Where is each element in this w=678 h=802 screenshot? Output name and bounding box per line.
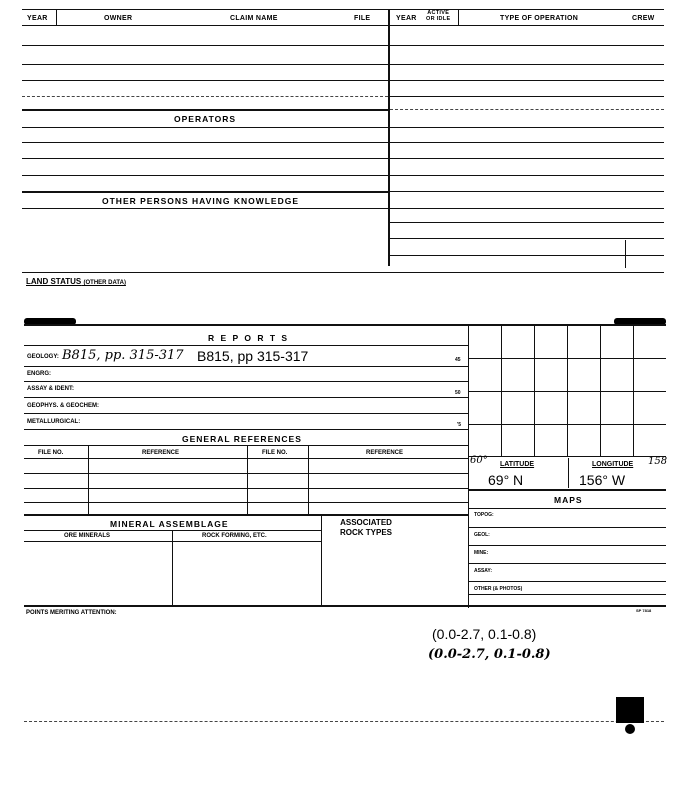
row-rule <box>469 594 666 595</box>
header-year-2: YEAR <box>396 15 417 22</box>
row-rule <box>469 527 666 528</box>
row-rule <box>469 563 666 564</box>
row-rule <box>22 175 388 176</box>
row-rule <box>22 96 388 97</box>
col-reference: REFERENCE <box>142 450 180 456</box>
engrg-label: ENGRG: <box>27 371 51 377</box>
reports-title: R E P O R T S <box>208 333 290 343</box>
row-rule <box>390 80 664 81</box>
other-persons-label: OTHER PERSONS HAVING KNOWLEDGE <box>102 196 300 206</box>
row-rule <box>390 191 664 192</box>
col-divider <box>458 10 459 26</box>
general-references-title: GENERAL REFERENCES <box>182 434 302 444</box>
geology-handwritten: B815, pp. 315-317 <box>62 348 184 363</box>
maps-other: OTHER (& PHOTOS) <box>474 586 523 592</box>
row-rule <box>24 458 468 459</box>
metallurgical-label: METALLURGICAL: <box>27 419 81 425</box>
row-rule <box>390 109 664 110</box>
row-rule <box>24 473 468 474</box>
maps-geol: GEOL: <box>474 532 490 538</box>
maps-title: MAPS <box>554 495 583 505</box>
col-divider <box>568 458 569 488</box>
row-rule <box>22 191 388 193</box>
latitude-prefix: 60° <box>470 455 488 466</box>
margin-number: 50 <box>455 390 461 396</box>
col-reference-2: REFERENCE <box>366 450 404 456</box>
top-rule <box>22 9 664 10</box>
row-rule <box>390 96 664 97</box>
col-divider <box>625 240 626 268</box>
maps-assay: ASSAY: <box>474 568 493 574</box>
row-rule <box>22 208 388 209</box>
header-type-of-operation: TYPE OF OPERATION <box>500 15 579 22</box>
form-code: SP 7818 <box>636 608 652 613</box>
assay-label: ASSAY & IDENT: <box>27 386 75 392</box>
coordinates-note-handwritten: (0.0-2.7, 0.1-0.8) <box>428 647 551 662</box>
grid-line <box>469 391 666 392</box>
latitude-value: 69° N <box>488 472 524 488</box>
geophys-label: GEOPHYS. & GEOCHEM: <box>27 403 100 409</box>
operators-label: OPERATORS <box>174 114 237 124</box>
points-meriting-label: POINTS MERITING ATTENTION: <box>26 610 117 616</box>
col-divider <box>172 531 173 605</box>
margin-number: '5 <box>457 422 461 428</box>
longitude-label: LONGITUDE <box>592 461 634 468</box>
land-status-label <box>26 277 126 286</box>
associated-rock-types: ASSOCIATED ROCK TYPES <box>340 518 393 537</box>
row-rule <box>390 127 664 128</box>
row-rule <box>469 581 666 582</box>
header-claim-name: CLAIM NAME <box>230 15 278 22</box>
reports-right-divider <box>468 325 469 608</box>
row-rule <box>24 502 468 503</box>
geology-label: GEOLOGY: <box>27 354 59 360</box>
row-rule <box>24 397 468 398</box>
row-rule <box>22 158 388 159</box>
bottom-edge-rule <box>24 721 664 722</box>
row-rule <box>390 158 664 159</box>
row-rule <box>390 238 664 239</box>
row-rule <box>22 127 388 128</box>
row-rule <box>24 429 468 430</box>
grid-line <box>469 456 666 457</box>
geology-typed: B815, pp 315-317 <box>197 348 309 364</box>
bottom-rule <box>24 605 666 607</box>
header-owner: OWNER <box>104 15 133 22</box>
coordinates-note-typed: (0.0-2.7, 0.1-0.8) <box>432 626 537 642</box>
ore-minerals-label: ORE MINERALS <box>64 533 111 539</box>
maps-topog: TOPOG: <box>474 512 494 518</box>
row-rule <box>24 413 468 414</box>
row-rule <box>22 64 388 65</box>
row-rule <box>24 345 468 346</box>
row-rule <box>24 366 468 367</box>
header-file: FILE <box>354 15 371 22</box>
latitude-label: LATITUDE <box>500 461 535 468</box>
row-rule <box>469 545 666 546</box>
row-rule <box>22 272 664 273</box>
row-rule <box>22 80 388 81</box>
row-rule <box>390 222 664 223</box>
row-rule <box>390 208 664 209</box>
maps-mine: MINE: <box>474 550 489 556</box>
punch-mark <box>616 697 644 723</box>
margin-number: 45 <box>455 357 461 363</box>
col-divider <box>308 446 309 514</box>
mineral-assemblage-title: MINERAL ASSEMBLAGE <box>110 519 229 529</box>
row-rule <box>24 381 468 382</box>
row-rule <box>390 175 664 176</box>
row-rule <box>469 508 666 509</box>
rock-forming-label: ROCK FORMING, ETC. <box>202 533 267 539</box>
row-rule <box>390 64 664 65</box>
col-divider <box>247 446 248 514</box>
col-divider <box>56 10 57 26</box>
row-rule <box>390 45 664 46</box>
row-rule <box>390 142 664 143</box>
row-rule <box>22 45 388 46</box>
grid-line <box>469 358 666 359</box>
row-rule <box>24 445 468 446</box>
longitude-value: 156° W <box>579 472 626 488</box>
header-year: YEAR <box>27 15 48 22</box>
header-crew: CREW <box>632 15 655 22</box>
header-active-idle: ACTIVE OR IDLE <box>426 10 451 22</box>
row-rule <box>24 488 468 489</box>
longitude-suffix: 158 <box>648 456 668 467</box>
reports-top-rule <box>24 324 666 326</box>
center-divider <box>388 10 390 266</box>
land-status-sub: (OTHER DATA) <box>83 280 126 286</box>
row-rule <box>390 255 664 256</box>
row-rule <box>24 514 468 516</box>
col-divider <box>321 515 322 605</box>
row-rule <box>469 489 666 491</box>
col-file-no: FILE NO. <box>38 450 64 456</box>
punch-dot <box>625 724 635 734</box>
row-rule <box>22 109 388 111</box>
grid-line <box>469 424 666 425</box>
land-status-text: LAND STATUS <box>26 277 82 286</box>
header-rule <box>22 25 664 26</box>
row-rule <box>22 142 388 143</box>
col-divider <box>88 446 89 514</box>
col-file-no-2: FILE NO. <box>262 450 288 456</box>
